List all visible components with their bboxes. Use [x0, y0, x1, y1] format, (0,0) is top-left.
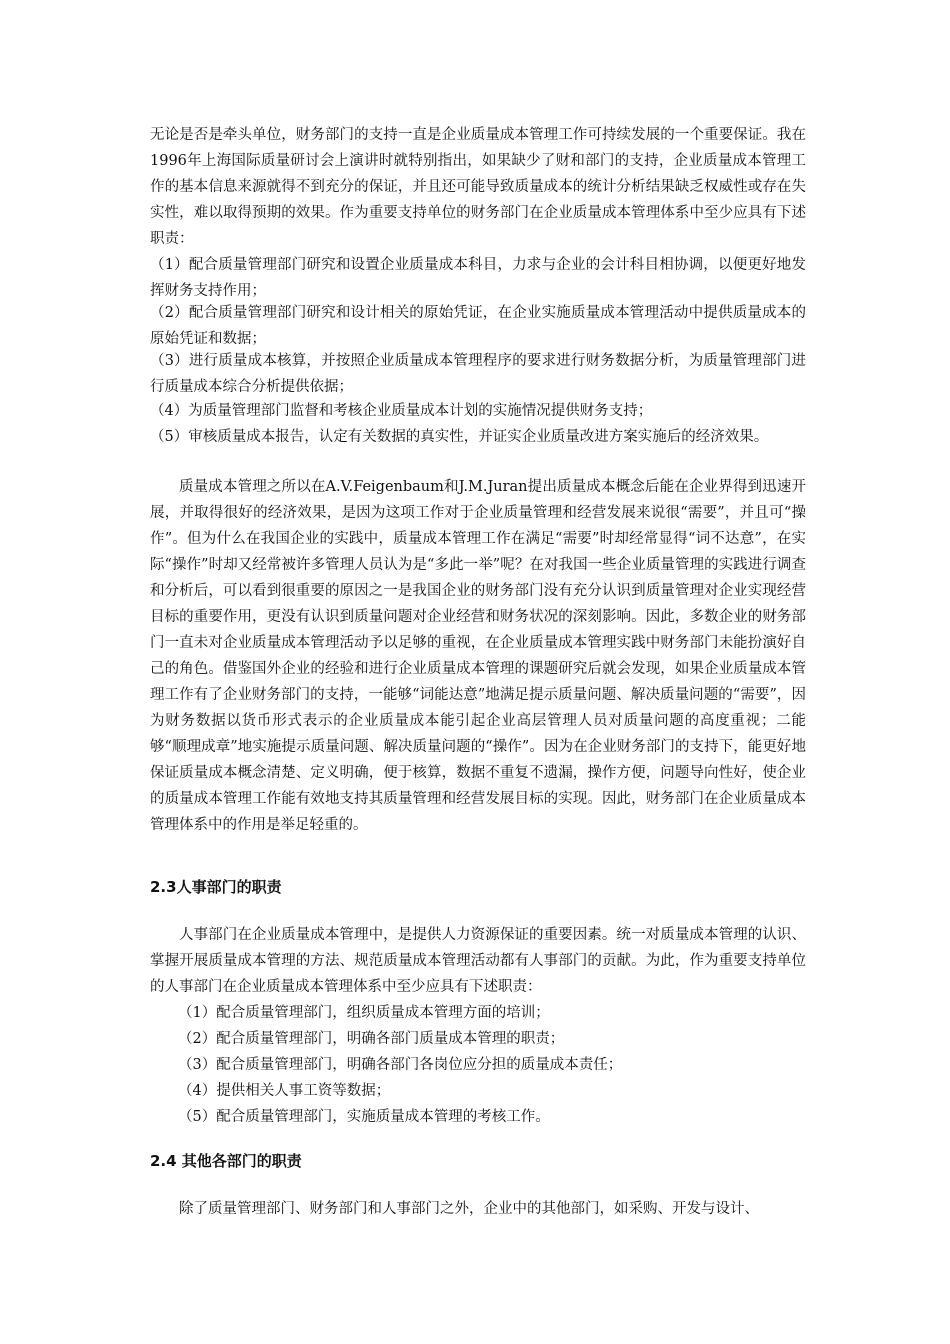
hr-duty-2: （2）配合质量管理部门，明确各部门质量成本管理的职责； — [178, 1031, 565, 1047]
finance-duty-1: （1）配合质量管理部门研究和设置企业质量成本科目，力求与企业的会计科目相协调，以便更好地发挥财务支持作用； — [150, 257, 806, 299]
hr-duty-5: （5）配合质量管理部门，实施质量成本管理的考核工作。 — [178, 1109, 550, 1125]
hr-duty-3: （3）配合质量管理部门，明确各部门各岗位应分担的质量成本责任； — [178, 1057, 623, 1073]
finance-duty-2: （2）配合质量管理部门研究和设计相关的原始凭证，在企业实施质量成本管理活动中提供质量成本的原始凭证和数据； — [150, 305, 806, 347]
section-heading-2-3: 2.3人事部门的职责 — [150, 878, 282, 896]
hr-duty-1: （1）配合质量管理部门，组织质量成本管理方面的培训； — [178, 1005, 550, 1021]
hr-intro-paragraph: 人事部门在企业质量成本管理中，是提供人力资源保证的重要因素。统一对质量成本管理的认识、掌握开展质量成本管理的方法、规范质量成本管理活动都有人事部门的贡献。为此，作为重要支持单位的人事部门在企业质量成本管理体系中至少应具有下述职责： — [150, 927, 806, 995]
finance-intro-paragraph: 无论是否是牵头单位，财务部门的支持一直是企业质量成本管理工作可持续发展的一个重要保证。我在1996年上海国际质量研讨会上演讲时就特别指出，如果缺少了财和部门的支持，企业质量成本管理工作的基本信息来源就得不到充分的保证，并且还可能导致质量成本的统计分析结果缺乏权威性或存在失实性，难以取得预期的效果。作为重要支持单位的财务部门在企业质量成本管理体系中至少应具有下述职责： — [150, 127, 806, 247]
hr-duty-4: （4）提供相关人事工资等数据； — [178, 1083, 391, 1099]
finance-discussion-paragraph: 质量成本管理之所以在A.V.Feigenbaum和J.M.Juran提出质量成本概念后能在企业界得到迅速开展，并取得很好的经济效果，是因为这项工作对于企业质量管理和经营发展来说很“需要”，并且可“操作”。但为什么在我国企业的实践中，质量成本管理工作在满足“需要”时却经常显得“词不达意”，在实际“操作”时却又经常被许多管理人员认为是“多此一举”呢？在对我国一些企业质量管理的实践进行调查和分析后，可以看到很重要的原因之一是我国企业的财务部门没有充分认识到质量管理对企业实现经营目标的重要作用，更没有认识到质量问题对企业经营和财务状况的深刻影响。因此，多数企业的财务部门一直未对企业质量成本管理活动予以足够的重视，在企业质量成本管理实践中财务部门未能扮演好自己的角色。借鉴国外企业的经验和进行企业质量成本管理的课题研究后就会发现，如果企业质量成本管理工作有了企业财务部门的支持，一能够“词能达意”地满足提示质量问题、解决质量问题的“需要”，因为财务数据以货币形式表示的企业质量成本能引起企业高层管理人员对质量问题的高度重视；二能够“顺理成章”地实施提示质量问题、解决质量问题的“操作”。因为在企业财务部门的支持下，能更好地保证质量成本概念清楚、定义明确，便于核算，数据不重复不遗漏，操作方便，问题导向性好，使企业的质量成本管理工作能有效地支持其质量管理和经营发展目标的实现。因此，财务部门在企业质量成本管理体系中的作用是举足轻重的。 — [150, 479, 806, 833]
other-departments-paragraph: 除了质量管理部门、财务部门和人事部门之外，企业中的其他部门，如采购、开发与设计、 — [179, 1201, 759, 1217]
finance-duty-3: （3）进行质量成本核算，并按照企业质量成本管理程序的要求进行财务数据分析，为质量管理部门进行质量成本综合分析提供依据； — [150, 353, 806, 395]
finance-duty-4: （4）为质量管理部门监督和考核企业质量成本计划的实施情况提供财务支持； — [150, 403, 653, 419]
section-heading-2-4: 2.4 其他各部门的职责 — [150, 1152, 302, 1170]
finance-duty-5: （5）审核质量成本报告，认定有关数据的真实性，并证实企业质量改进方案实施后的经济效果。 — [150, 429, 769, 445]
